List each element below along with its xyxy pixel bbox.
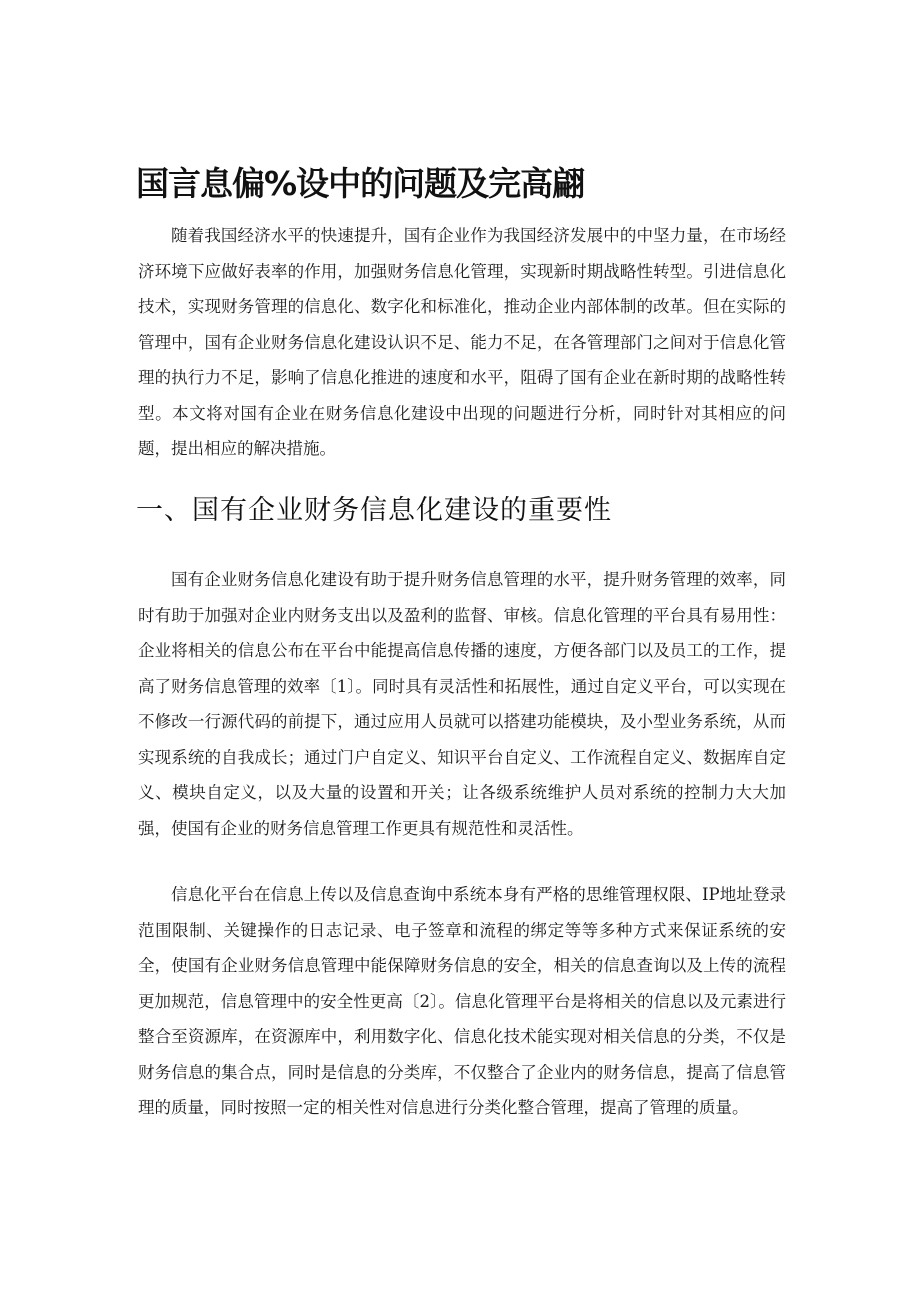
body-paragraph: 信息化平台在信息上传以及信息查询中系统本身有严格的思维管理权限、IP地址登录范围限制、关键操作的日志记录、电子签章和流程的绑定等等多种方式来保证系统的安全，使国有企业财务信息管理中能保障财务信息的安全，相关的信息查询以及上传的流程更加规范，信息管理中的安全性更高〔2〕。信息化管理平台是将相关的信息以及元素进行整合至资源库，在资源库中，利用数字化、信息化技术能实现对相关信息的分类，不仅是财务信息的集合点，同时是信息的分类库，不仅整合了企业内的财务信息，提高了信息管理的质量，同时按照一定的相关性对信息进行分类化整合管理，提高了管理的质量。 <box>138 885 786 1117</box>
intro-paragraph: 随着我国经济水平的快速提升，国有企业作为我国经济发展中的中坚力量，在市场经济环境下应做好表率的作用，加强财务信息化管理，实现新时期战略性转型。引进信息化技术，实现财务管理的信息化、数字化和标准化，推动企业内部体制的改革。但在实际的管理中，国有企业财务信息化建设认识不足、能力不足，在各管理部门之间对于信息化管理的执行力不足，影响了信息化推进的速度和水平，阻碍了国有企业在新时期的战略性转型。本文将对国有企业在财务信息化建设中出现的问题进行分析，同时针对其相应的问题，提出相应的解决措施。 <box>138 226 786 458</box>
document-title: 国言息偏%设中的问题及完高翩 <box>136 164 585 204</box>
section-heading: 一、国有企业财务信息化建设的重要性 <box>136 495 612 526</box>
body-paragraph: 国有企业财务信息化建设有助于提升财务信息管理的水平，提升财务管理的效率，同时有助于加强对企业内财务支出以及盈利的监督、审核。信息化管理的平台具有易用性：企业将相关的信息公布在平台中能提高信息传播的速度，方便各部门以及员工的工作，提高了财务信息管理的效率〔1〕。同时具有灵活性和拓展性，通过自定义平台，可以实现在不修改一行源代码的前提下，通过应用人员就可以搭建功能模块，及小型业务系统，从而实现系统的自我成长；通过门户自定义、知识平台自定义、工作流程自定义、数据库自定义、模块自定义，以及大量的设置和开关；让各级系统维护人员对系统的控制力大大加强，使国有企业的财务信息管理工作更具有规范性和灵活性。 <box>138 570 786 838</box>
